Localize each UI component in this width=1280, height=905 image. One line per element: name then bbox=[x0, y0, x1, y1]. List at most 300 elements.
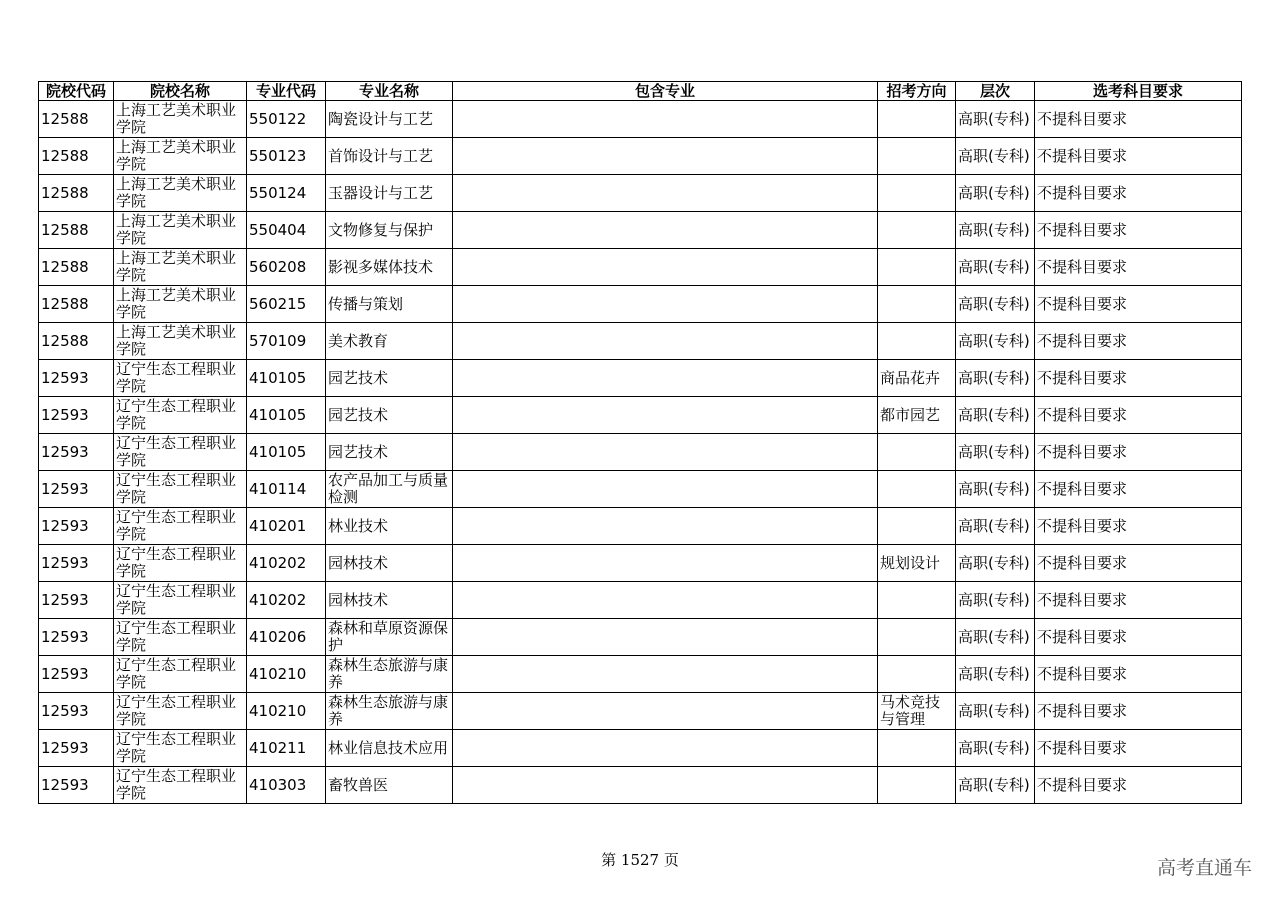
school-code-cell-text: 12593 bbox=[41, 442, 89, 461]
major-name-cell bbox=[326, 730, 453, 767]
direction-cell-text: 规划设计 bbox=[880, 553, 941, 572]
requirement-cell bbox=[1035, 545, 1242, 582]
major-code-cell-text: 410105 bbox=[249, 368, 307, 387]
school-code-cell-text: 12588 bbox=[41, 220, 89, 239]
school-code-cell bbox=[39, 582, 114, 619]
school-name-cell-text: 辽宁生态工程职业学院 bbox=[116, 471, 237, 506]
direction-cell bbox=[878, 360, 956, 397]
major-name-cell-text: 林业技术 bbox=[328, 516, 389, 535]
included-majors-cell bbox=[453, 656, 878, 693]
table-body bbox=[39, 101, 1242, 804]
major-code-cell bbox=[247, 730, 326, 767]
included-majors-cell bbox=[453, 360, 878, 397]
school-name-cell-text: 辽宁生态工程职业学院 bbox=[116, 767, 237, 802]
major-name-cell bbox=[326, 286, 453, 323]
header-level: 层次 bbox=[956, 82, 1035, 101]
page-number: 第 1527 页 bbox=[601, 851, 679, 869]
major-name-cell bbox=[326, 471, 453, 508]
major-name-cell bbox=[326, 508, 453, 545]
level-cell-text: 高职(专科) bbox=[958, 479, 1030, 498]
major-code-cell-text: 410210 bbox=[249, 701, 307, 720]
major-name-cell-text: 林业信息技术应用 bbox=[328, 738, 449, 757]
school-name-cell-text: 上海工艺美术职业学院 bbox=[116, 323, 237, 358]
level-cell-text: 高职(专科) bbox=[958, 405, 1030, 424]
level-cell-text: 高职(专科) bbox=[958, 553, 1030, 572]
requirement-cell bbox=[1035, 397, 1242, 434]
header-direction: 招考方向 bbox=[878, 82, 956, 101]
school-name-cell bbox=[114, 582, 247, 619]
major-code-cell-text: 410201 bbox=[249, 516, 307, 535]
school-name-cell-text: 辽宁生态工程职业学院 bbox=[116, 693, 237, 728]
table-row bbox=[39, 360, 1242, 397]
requirement-cell bbox=[1035, 360, 1242, 397]
major-name-cell bbox=[326, 582, 453, 619]
school-code-cell-text: 12593 bbox=[41, 590, 89, 609]
major-name-cell-text: 美术教育 bbox=[328, 331, 389, 350]
requirement-cell bbox=[1035, 730, 1242, 767]
major-name-cell-text: 森林生态旅游与康养 bbox=[328, 656, 449, 691]
major-name-cell-text: 森林和草原资源保护 bbox=[328, 619, 449, 654]
major-name-cell bbox=[326, 619, 453, 656]
requirement-cell-text: 不提科目要求 bbox=[1037, 183, 1128, 202]
level-cell-text: 高职(专科) bbox=[958, 664, 1030, 683]
requirement-cell-text: 不提科目要求 bbox=[1037, 664, 1128, 683]
school-code-cell-text: 12593 bbox=[41, 405, 89, 424]
level-cell bbox=[956, 360, 1035, 397]
school-name-cell-text: 辽宁生态工程职业学院 bbox=[116, 582, 237, 617]
requirement-cell bbox=[1035, 249, 1242, 286]
major-code-cell bbox=[247, 397, 326, 434]
level-cell bbox=[956, 434, 1035, 471]
school-code-cell-text: 12588 bbox=[41, 183, 89, 202]
direction-cell bbox=[878, 767, 956, 804]
direction-cell bbox=[878, 582, 956, 619]
requirement-cell-text: 不提科目要求 bbox=[1037, 405, 1128, 424]
school-name-cell-text: 上海工艺美术职业学院 bbox=[116, 138, 237, 173]
school-code-cell bbox=[39, 212, 114, 249]
direction-cell bbox=[878, 471, 956, 508]
school-code-cell bbox=[39, 471, 114, 508]
school-code-cell bbox=[39, 323, 114, 360]
school-name-cell bbox=[114, 619, 247, 656]
school-code-cell-text: 12588 bbox=[41, 146, 89, 165]
requirement-cell bbox=[1035, 138, 1242, 175]
major-name-cell bbox=[326, 138, 453, 175]
level-cell-text: 高职(专科) bbox=[958, 516, 1030, 535]
school-name-cell-text: 上海工艺美术职业学院 bbox=[116, 101, 237, 136]
school-code-cell-text: 12593 bbox=[41, 775, 89, 794]
level-cell-text: 高职(专科) bbox=[958, 220, 1030, 239]
school-name-cell bbox=[114, 138, 247, 175]
major-code-cell bbox=[247, 545, 326, 582]
school-code-cell bbox=[39, 397, 114, 434]
major-name-cell-text: 玉器设计与工艺 bbox=[328, 183, 434, 202]
major-code-cell-text: 550404 bbox=[249, 220, 307, 239]
major-code-cell-text: 410114 bbox=[249, 479, 307, 498]
school-code-cell bbox=[39, 693, 114, 730]
school-code-cell-text: 12593 bbox=[41, 701, 89, 720]
direction-cell bbox=[878, 323, 956, 360]
table-header-row bbox=[39, 82, 1242, 101]
requirement-cell-text: 不提科目要求 bbox=[1037, 109, 1128, 128]
school-name-cell bbox=[114, 249, 247, 286]
school-name-cell-text: 辽宁生态工程职业学院 bbox=[116, 619, 237, 654]
table-row bbox=[39, 767, 1242, 804]
included-majors-cell bbox=[453, 767, 878, 804]
school-code-cell bbox=[39, 619, 114, 656]
school-code-cell-text: 12588 bbox=[41, 294, 89, 313]
requirement-cell-text: 不提科目要求 bbox=[1037, 627, 1128, 646]
school-name-cell-text: 辽宁生态工程职业学院 bbox=[116, 656, 237, 691]
major-name-cell-text: 陶瓷设计与工艺 bbox=[328, 109, 434, 128]
major-name-cell-text: 森林生态旅游与康养 bbox=[328, 693, 449, 728]
level-cell-text: 高职(专科) bbox=[958, 775, 1030, 794]
school-name-cell bbox=[114, 471, 247, 508]
major-code-cell bbox=[247, 360, 326, 397]
major-name-cell bbox=[326, 397, 453, 434]
school-code-cell-text: 12588 bbox=[41, 109, 89, 128]
school-name-cell-text: 上海工艺美术职业学院 bbox=[116, 212, 237, 247]
major-code-cell bbox=[247, 619, 326, 656]
major-name-cell-text: 园艺技术 bbox=[328, 442, 389, 461]
school-name-cell bbox=[114, 730, 247, 767]
school-code-cell bbox=[39, 767, 114, 804]
school-name-cell-text: 上海工艺美术职业学院 bbox=[116, 286, 237, 321]
major-code-cell-text: 410211 bbox=[249, 738, 307, 757]
requirement-cell-text: 不提科目要求 bbox=[1037, 257, 1128, 276]
header-subject-requirement: 选考科目要求 bbox=[1035, 82, 1242, 101]
requirement-cell-text: 不提科目要求 bbox=[1037, 590, 1128, 609]
major-code-cell bbox=[247, 508, 326, 545]
major-code-cell bbox=[247, 138, 326, 175]
major-name-cell bbox=[326, 101, 453, 138]
level-cell bbox=[956, 730, 1035, 767]
level-cell bbox=[956, 323, 1035, 360]
direction-cell-text: 都市园艺 bbox=[880, 405, 941, 424]
level-cell bbox=[956, 545, 1035, 582]
direction-cell bbox=[878, 545, 956, 582]
school-name-cell bbox=[114, 212, 247, 249]
requirement-cell bbox=[1035, 582, 1242, 619]
direction-cell bbox=[878, 249, 956, 286]
table-row bbox=[39, 138, 1242, 175]
direction-cell bbox=[878, 138, 956, 175]
direction-cell bbox=[878, 508, 956, 545]
major-code-cell bbox=[247, 101, 326, 138]
requirement-cell-text: 不提科目要求 bbox=[1037, 553, 1128, 572]
major-name-cell bbox=[326, 360, 453, 397]
table-row bbox=[39, 471, 1242, 508]
major-code-cell-text: 410206 bbox=[249, 627, 307, 646]
major-code-cell bbox=[247, 286, 326, 323]
direction-cell bbox=[878, 656, 956, 693]
direction-cell bbox=[878, 286, 956, 323]
table-row bbox=[39, 212, 1242, 249]
level-cell-text: 高职(专科) bbox=[958, 442, 1030, 461]
school-name-cell bbox=[114, 656, 247, 693]
school-code-cell-text: 12593 bbox=[41, 553, 89, 572]
included-majors-cell bbox=[453, 175, 878, 212]
requirement-cell bbox=[1035, 656, 1242, 693]
included-majors-cell bbox=[453, 693, 878, 730]
school-code-cell bbox=[39, 730, 114, 767]
major-code-cell-text: 410210 bbox=[249, 664, 307, 683]
major-code-cell bbox=[247, 767, 326, 804]
school-code-cell-text: 12593 bbox=[41, 516, 89, 535]
requirement-cell bbox=[1035, 323, 1242, 360]
header-major-name: 专业名称 bbox=[326, 82, 453, 101]
school-name-cell bbox=[114, 767, 247, 804]
school-code-cell bbox=[39, 434, 114, 471]
school-code-cell-text: 12593 bbox=[41, 479, 89, 498]
school-code-cell-text: 12593 bbox=[41, 664, 89, 683]
included-majors-cell bbox=[453, 397, 878, 434]
school-code-cell bbox=[39, 360, 114, 397]
table-row bbox=[39, 730, 1242, 767]
school-code-cell-text: 12588 bbox=[41, 257, 89, 276]
level-cell-text: 高职(专科) bbox=[958, 627, 1030, 646]
included-majors-cell bbox=[453, 212, 878, 249]
school-name-cell-text: 辽宁生态工程职业学院 bbox=[116, 545, 237, 580]
school-code-cell-text: 12588 bbox=[41, 331, 89, 350]
table-row bbox=[39, 545, 1242, 582]
requirement-cell bbox=[1035, 693, 1242, 730]
school-name-cell bbox=[114, 101, 247, 138]
requirement-cell bbox=[1035, 175, 1242, 212]
level-cell bbox=[956, 582, 1035, 619]
level-cell bbox=[956, 101, 1035, 138]
level-cell bbox=[956, 508, 1035, 545]
major-name-cell bbox=[326, 693, 453, 730]
major-code-cell bbox=[247, 656, 326, 693]
level-cell-text: 高职(专科) bbox=[958, 331, 1030, 350]
direction-cell bbox=[878, 397, 956, 434]
requirement-cell-text: 不提科目要求 bbox=[1037, 775, 1128, 794]
included-majors-cell bbox=[453, 138, 878, 175]
school-name-cell bbox=[114, 397, 247, 434]
school-name-cell bbox=[114, 693, 247, 730]
included-majors-cell bbox=[453, 471, 878, 508]
level-cell bbox=[956, 175, 1035, 212]
school-name-cell bbox=[114, 175, 247, 212]
requirement-cell bbox=[1035, 286, 1242, 323]
included-majors-cell bbox=[453, 323, 878, 360]
major-code-cell-text: 550122 bbox=[249, 109, 307, 128]
requirement-cell-text: 不提科目要求 bbox=[1037, 701, 1128, 720]
school-code-cell bbox=[39, 101, 114, 138]
level-cell-text: 高职(专科) bbox=[958, 109, 1030, 128]
major-name-cell-text: 园林技术 bbox=[328, 553, 389, 572]
major-name-cell bbox=[326, 175, 453, 212]
major-code-cell-text: 410105 bbox=[249, 405, 307, 424]
level-cell bbox=[956, 693, 1035, 730]
major-name-cell-text: 农产品加工与质量检测 bbox=[328, 471, 449, 506]
level-cell-text: 高职(专科) bbox=[958, 701, 1030, 720]
school-name-cell-text: 辽宁生态工程职业学院 bbox=[116, 508, 237, 543]
major-code-cell bbox=[247, 249, 326, 286]
included-majors-cell bbox=[453, 730, 878, 767]
level-cell bbox=[956, 619, 1035, 656]
table-row bbox=[39, 619, 1242, 656]
major-code-cell-text: 550123 bbox=[249, 146, 307, 165]
included-majors-cell bbox=[453, 249, 878, 286]
major-code-cell bbox=[247, 471, 326, 508]
major-code-cell bbox=[247, 582, 326, 619]
header-included-majors: 包含专业 bbox=[453, 82, 878, 101]
table-row bbox=[39, 397, 1242, 434]
requirement-cell bbox=[1035, 434, 1242, 471]
level-cell bbox=[956, 471, 1035, 508]
school-name-cell bbox=[114, 360, 247, 397]
direction-cell bbox=[878, 730, 956, 767]
requirement-cell-text: 不提科目要求 bbox=[1037, 368, 1128, 387]
major-name-cell bbox=[326, 249, 453, 286]
school-name-cell bbox=[114, 434, 247, 471]
school-name-cell-text: 上海工艺美术职业学院 bbox=[116, 175, 237, 210]
major-name-cell-text: 园艺技术 bbox=[328, 368, 389, 387]
table-row bbox=[39, 656, 1242, 693]
school-code-cell bbox=[39, 545, 114, 582]
major-name-cell-text: 文物修复与保护 bbox=[328, 220, 434, 239]
major-name-cell-text: 传播与策划 bbox=[328, 294, 404, 313]
table-row bbox=[39, 101, 1242, 138]
level-cell bbox=[956, 212, 1035, 249]
header-school-name: 院校名称 bbox=[114, 82, 247, 101]
level-cell-text: 高职(专科) bbox=[958, 183, 1030, 202]
direction-cell bbox=[878, 101, 956, 138]
school-code-cell bbox=[39, 286, 114, 323]
requirement-cell-text: 不提科目要求 bbox=[1037, 516, 1128, 535]
school-name-cell bbox=[114, 545, 247, 582]
level-cell-text: 高职(专科) bbox=[958, 738, 1030, 757]
table-row bbox=[39, 693, 1242, 730]
watermark-text: 高考直通车 bbox=[1156, 857, 1252, 879]
level-cell bbox=[956, 249, 1035, 286]
admission-table bbox=[38, 81, 1242, 804]
major-code-cell bbox=[247, 175, 326, 212]
included-majors-cell bbox=[453, 434, 878, 471]
table-row bbox=[39, 582, 1242, 619]
table-row bbox=[39, 434, 1242, 471]
major-name-cell bbox=[326, 656, 453, 693]
major-name-cell-text: 首饰设计与工艺 bbox=[328, 146, 434, 165]
school-name-cell bbox=[114, 508, 247, 545]
school-code-cell bbox=[39, 508, 114, 545]
included-majors-cell bbox=[453, 286, 878, 323]
requirement-cell-text: 不提科目要求 bbox=[1037, 442, 1128, 461]
table-row bbox=[39, 249, 1242, 286]
direction-cell bbox=[878, 175, 956, 212]
school-code-cell bbox=[39, 249, 114, 286]
school-code-cell bbox=[39, 138, 114, 175]
school-name-cell-text: 辽宁生态工程职业学院 bbox=[116, 397, 237, 432]
major-name-cell-text: 园林技术 bbox=[328, 590, 389, 609]
school-code-cell-text: 12593 bbox=[41, 368, 89, 387]
major-code-cell-text: 560215 bbox=[249, 294, 307, 313]
requirement-cell bbox=[1035, 508, 1242, 545]
level-cell-text: 高职(专科) bbox=[958, 368, 1030, 387]
requirement-cell bbox=[1035, 212, 1242, 249]
header-school-code: 院校代码 bbox=[39, 82, 114, 101]
included-majors-cell bbox=[453, 508, 878, 545]
requirement-cell-text: 不提科目要求 bbox=[1037, 479, 1128, 498]
school-code-cell-text: 12593 bbox=[41, 738, 89, 757]
school-name-cell bbox=[114, 286, 247, 323]
direction-cell bbox=[878, 434, 956, 471]
major-name-cell-text: 园艺技术 bbox=[328, 405, 389, 424]
major-name-cell bbox=[326, 212, 453, 249]
level-cell bbox=[956, 767, 1035, 804]
major-code-cell-text: 410303 bbox=[249, 775, 307, 794]
table-row bbox=[39, 508, 1242, 545]
requirement-cell-text: 不提科目要求 bbox=[1037, 220, 1128, 239]
major-code-cell-text: 570109 bbox=[249, 331, 307, 350]
major-code-cell-text: 410202 bbox=[249, 553, 307, 572]
level-cell bbox=[956, 138, 1035, 175]
table-row bbox=[39, 323, 1242, 360]
major-name-cell bbox=[326, 323, 453, 360]
major-code-cell-text: 410105 bbox=[249, 442, 307, 461]
major-code-cell-text: 410202 bbox=[249, 590, 307, 609]
school-code-cell bbox=[39, 175, 114, 212]
major-code-cell-text: 560208 bbox=[249, 257, 307, 276]
direction-cell-text: 马术竞技与管理 bbox=[880, 693, 941, 728]
requirement-cell-text: 不提科目要求 bbox=[1037, 294, 1128, 313]
level-cell bbox=[956, 656, 1035, 693]
major-code-cell bbox=[247, 323, 326, 360]
school-code-cell bbox=[39, 656, 114, 693]
direction-cell bbox=[878, 212, 956, 249]
major-name-cell-text: 畜牧兽医 bbox=[328, 775, 389, 794]
level-cell-text: 高职(专科) bbox=[958, 590, 1030, 609]
school-name-cell-text: 上海工艺美术职业学院 bbox=[116, 249, 237, 284]
included-majors-cell bbox=[453, 101, 878, 138]
requirement-cell bbox=[1035, 767, 1242, 804]
included-majors-cell bbox=[453, 545, 878, 582]
direction-cell bbox=[878, 619, 956, 656]
requirement-cell-text: 不提科目要求 bbox=[1037, 146, 1128, 165]
major-name-cell-text: 影视多媒体技术 bbox=[328, 257, 434, 276]
level-cell-text: 高职(专科) bbox=[958, 146, 1030, 165]
included-majors-cell bbox=[453, 619, 878, 656]
header-major-code: 专业代码 bbox=[247, 82, 326, 101]
included-majors-cell bbox=[453, 582, 878, 619]
major-code-cell bbox=[247, 693, 326, 730]
requirement-cell bbox=[1035, 101, 1242, 138]
school-name-cell-text: 辽宁生态工程职业学院 bbox=[116, 360, 237, 395]
table-row bbox=[39, 286, 1242, 323]
direction-cell-text: 商品花卉 bbox=[880, 368, 941, 387]
level-cell bbox=[956, 286, 1035, 323]
requirement-cell bbox=[1035, 619, 1242, 656]
requirement-cell-text: 不提科目要求 bbox=[1037, 738, 1128, 757]
school-name-cell-text: 辽宁生态工程职业学院 bbox=[116, 730, 237, 765]
major-code-cell-text: 550124 bbox=[249, 183, 307, 202]
major-name-cell bbox=[326, 434, 453, 471]
major-name-cell bbox=[326, 545, 453, 582]
level-cell-text: 高职(专科) bbox=[958, 257, 1030, 276]
table-row bbox=[39, 175, 1242, 212]
requirement-cell bbox=[1035, 471, 1242, 508]
direction-cell bbox=[878, 693, 956, 730]
major-name-cell bbox=[326, 767, 453, 804]
major-code-cell bbox=[247, 434, 326, 471]
school-code-cell-text: 12593 bbox=[41, 627, 89, 646]
requirement-cell-text: 不提科目要求 bbox=[1037, 331, 1128, 350]
level-cell bbox=[956, 397, 1035, 434]
school-name-cell-text: 辽宁生态工程职业学院 bbox=[116, 434, 237, 469]
level-cell-text: 高职(专科) bbox=[958, 294, 1030, 313]
